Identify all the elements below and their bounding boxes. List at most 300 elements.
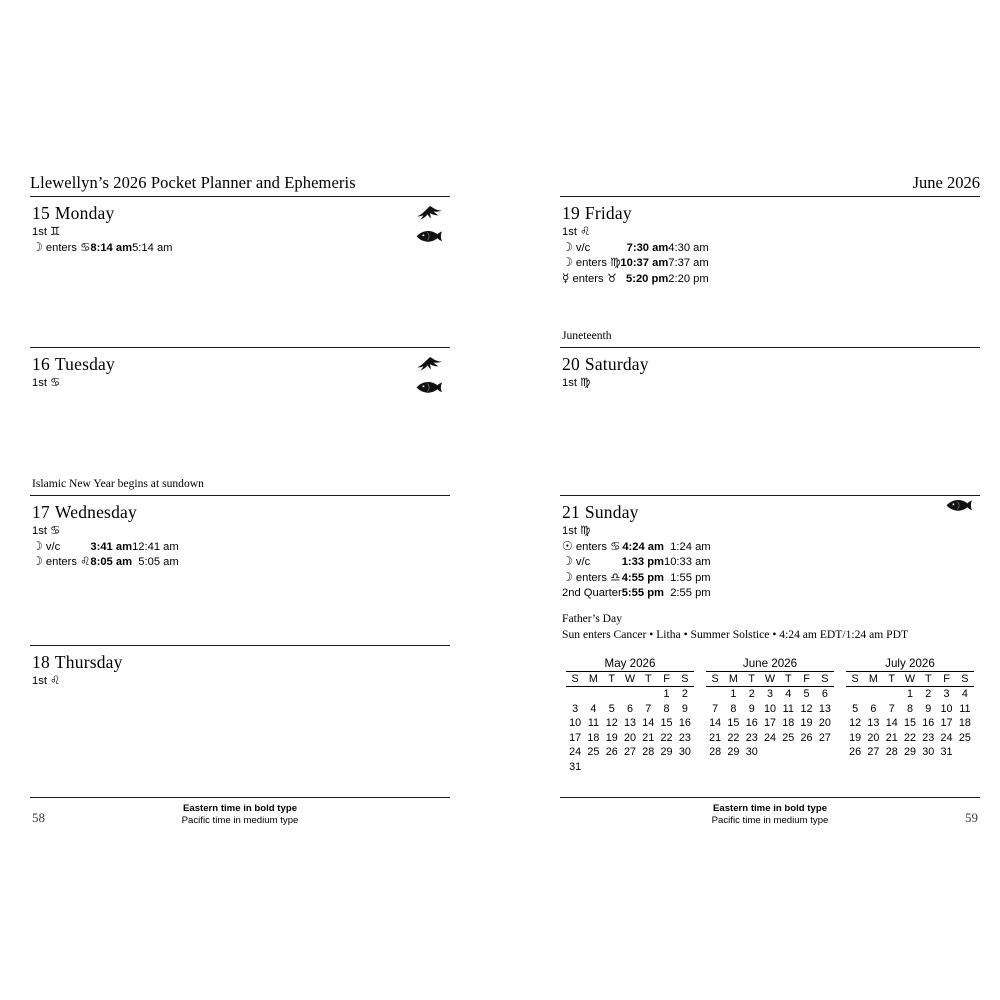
week-row — [846, 745, 974, 760]
events-table-17 — [32, 539, 179, 571]
event-row — [32, 539, 179, 555]
day-cell[interactable]: 23 — [745, 731, 758, 744]
day-cell[interactable]: 20 — [867, 731, 880, 744]
day-cell[interactable]: 31 — [569, 760, 582, 773]
weekday-header: T — [924, 672, 932, 685]
pacific-time: 1:55 pm — [670, 572, 711, 585]
day-cell[interactable]: 1 — [663, 687, 670, 700]
day-cell[interactable]: 14 — [709, 717, 722, 730]
moon-phase-15 — [32, 224, 450, 240]
eastern-time: 8:05 am — [90, 556, 133, 569]
phase-label: 1st — [562, 377, 577, 389]
day-cell[interactable]: 15 — [727, 717, 740, 730]
day-cell[interactable]: 23 — [678, 731, 691, 744]
time-legend-right — [560, 803, 980, 827]
day-block-18[interactable] — [30, 646, 450, 796]
day-weekday: Saturday — [584, 354, 649, 374]
day-cell[interactable] — [584, 686, 602, 701]
zodiac-cancer-icon: ♋ — [50, 375, 61, 389]
day-cell[interactable]: 4 — [590, 702, 597, 715]
mini-calendar-july[interactable] — [846, 657, 974, 775]
moon-icon: ☽ — [562, 554, 573, 569]
left-page — [30, 170, 450, 826]
weekday-header-row — [846, 671, 974, 686]
event-action: enters — [575, 572, 607, 585]
day-cell[interactable]: 13 — [623, 717, 636, 730]
event-row — [562, 539, 711, 555]
week-row — [566, 686, 694, 701]
event-action: v/c — [575, 241, 591, 254]
zodiac-virgo-icon: ♍ — [610, 255, 621, 270]
day-cell[interactable]: 29 — [903, 746, 916, 759]
day-heading-21 — [562, 502, 980, 522]
day-number: 15 — [32, 203, 50, 223]
moon-icon: ☽ — [562, 239, 573, 254]
week-row — [566, 701, 694, 716]
page-number-right: 59 — [965, 810, 978, 825]
day-cell[interactable] — [676, 760, 694, 775]
day-cell[interactable]: 30 — [922, 746, 935, 759]
eastern-time: 4:55 pm — [621, 572, 664, 585]
day-cell[interactable] — [621, 686, 639, 701]
day-cell[interactable]: 21 — [642, 731, 655, 744]
pacific-time: 1:24 am — [670, 540, 711, 553]
weekday-header: T — [888, 672, 895, 685]
moon-phase-19 — [562, 224, 980, 240]
zodiac-cancer-icon: ♋ — [610, 538, 621, 553]
day-cell[interactable]: 13 — [867, 717, 880, 730]
day-cell[interactable]: 19 — [605, 731, 618, 744]
day-cell[interactable]: 11 — [959, 702, 971, 715]
event-label — [562, 586, 622, 601]
day-cell[interactable]: 18 — [958, 717, 971, 730]
moon-phase-20 — [562, 375, 980, 391]
day-cell[interactable]: 14 — [885, 717, 898, 730]
right-page-header — [560, 170, 980, 196]
weekday-header: S — [961, 672, 969, 685]
day-block-17[interactable] — [30, 496, 450, 645]
day-cell[interactable]: 30 — [678, 746, 691, 759]
day-cell[interactable]: 21 — [885, 731, 898, 744]
weekday-header-row — [706, 671, 834, 686]
eastern-time: 1:33 pm — [621, 556, 664, 569]
day-cell[interactable]: 15 — [660, 717, 673, 730]
day-cell[interactable]: 17 — [569, 731, 582, 744]
day-cell[interactable]: 28 — [885, 746, 898, 759]
day-cell[interactable]: 1 — [730, 687, 737, 700]
day-cell[interactable]: 13 — [818, 702, 831, 715]
day-cell[interactable]: 8 — [663, 702, 670, 715]
day-cell[interactable]: 12 — [605, 717, 618, 730]
mini-calendar-grid — [706, 671, 834, 763]
day-cell[interactable] — [724, 760, 742, 763]
weekday-header: S — [851, 672, 859, 685]
day-cell[interactable] — [883, 686, 901, 701]
day-cell[interactable]: 25 — [958, 731, 971, 744]
day-cell[interactable]: 31 — [940, 746, 953, 759]
eastern-time: 8:14 am — [90, 241, 133, 254]
event-label — [562, 554, 622, 570]
day-cell[interactable]: 10 — [940, 702, 953, 715]
eastern-legend: Eastern time in bold type — [712, 803, 828, 814]
day-cell[interactable]: 9 — [681, 702, 688, 715]
zodiac-virgo-icon: ♍ — [580, 375, 591, 389]
eastern-time: 7:30 am — [626, 241, 669, 254]
mercury-icon: ☿ — [562, 271, 570, 286]
day-cell[interactable] — [603, 760, 621, 775]
day-cell[interactable] — [956, 760, 974, 763]
time-legend-left — [30, 803, 450, 827]
day-cell[interactable]: 14 — [642, 717, 655, 730]
day-cell[interactable] — [761, 745, 779, 760]
day-cell[interactable]: 11 — [782, 702, 794, 715]
sun-icon: ☉ — [562, 538, 573, 553]
day-cell[interactable]: 19 — [800, 717, 813, 730]
month-label: June 2026 — [912, 173, 980, 192]
mini-calendar-grid — [566, 671, 694, 775]
day-cell[interactable] — [846, 686, 864, 701]
day-cell[interactable]: 10 — [763, 702, 776, 715]
week-row — [566, 730, 694, 745]
day-cell[interactable] — [779, 745, 797, 760]
day-cell[interactable] — [864, 686, 882, 701]
day-cell[interactable] — [779, 760, 797, 763]
event-row — [32, 240, 173, 256]
day-weekday: Wednesday — [54, 502, 137, 522]
day-cell[interactable]: 17 — [763, 717, 776, 730]
day-cell[interactable]: 8 — [906, 702, 913, 715]
day-cell[interactable]: 23 — [922, 731, 935, 744]
zodiac-taurus-icon: ♉ — [606, 271, 617, 286]
phase-label: 1st — [32, 525, 47, 537]
week-row — [566, 716, 694, 731]
day-cell[interactable]: 2 — [748, 687, 755, 700]
weekday-header: T — [748, 672, 755, 685]
day-cell[interactable]: 7 — [712, 702, 719, 715]
weekday-header: F — [663, 672, 670, 685]
holiday-note: Islamic New Year begins at sundown — [32, 477, 204, 490]
day-weekday: Sunday — [584, 502, 639, 522]
day-cell[interactable]: 16 — [745, 717, 758, 730]
event-row — [32, 554, 179, 570]
day-number: 21 — [562, 502, 580, 522]
day-cell[interactable]: 3 — [572, 702, 579, 715]
day-cell[interactable]: 16 — [922, 717, 935, 730]
week-row — [846, 686, 974, 701]
note-fathers-day: Father’s Day — [562, 611, 622, 625]
week-row — [566, 745, 694, 760]
eastern-time: 3:41 am — [90, 540, 133, 553]
weekday-header: F — [803, 672, 810, 685]
day-cell[interactable]: 28 — [642, 746, 655, 759]
day-cell[interactable] — [956, 745, 974, 760]
day-cell[interactable]: 5 — [608, 702, 615, 715]
event-label — [562, 255, 620, 271]
eastern-time: 5:20 pm — [626, 273, 669, 286]
day-cell[interactable]: 22 — [903, 731, 916, 744]
day-cell[interactable] — [846, 760, 864, 763]
day-cell[interactable]: 19 — [849, 731, 862, 744]
event-row — [562, 271, 709, 287]
day-cell[interactable]: 22 — [727, 731, 740, 744]
day-cell[interactable]: 2 — [925, 687, 932, 700]
mini-calendars — [560, 657, 980, 775]
day-block-21[interactable] — [560, 496, 980, 774]
day-number: 17 — [32, 502, 50, 522]
day-cell[interactable] — [706, 760, 724, 763]
day-cell[interactable]: 7 — [645, 702, 652, 715]
day-cell[interactable] — [816, 760, 834, 763]
week-row — [706, 701, 834, 716]
day-cell[interactable]: 5 — [803, 687, 810, 700]
pacific-time: 10:33 am — [663, 556, 711, 569]
phase-label: 1st — [562, 525, 577, 537]
day-cell[interactable]: 25 — [587, 746, 600, 759]
day-cell[interactable] — [797, 760, 815, 763]
day-cell[interactable] — [566, 686, 584, 701]
season-icons-15 — [410, 203, 450, 244]
weekday-header: T — [784, 672, 792, 685]
day-block-15[interactable] — [30, 197, 450, 347]
day-cell[interactable] — [603, 686, 621, 701]
event-label — [562, 271, 620, 287]
day-cell[interactable] — [816, 745, 834, 760]
day-cell[interactable] — [621, 760, 639, 775]
events-table-19 — [562, 240, 709, 287]
footer-right — [560, 797, 980, 832]
moon-icon: ☽ — [32, 239, 43, 254]
day-cell[interactable]: 24 — [569, 746, 582, 759]
week-row — [706, 760, 834, 763]
day-cell[interactable] — [743, 760, 761, 763]
day-cell[interactable]: 6 — [821, 687, 828, 700]
day-cell[interactable]: 5 — [852, 702, 859, 715]
day-cell[interactable]: 4 — [961, 687, 968, 700]
day-cell[interactable]: 2 — [681, 687, 688, 700]
event-row — [562, 554, 711, 570]
day-heading-18 — [32, 652, 450, 672]
zodiac-cancer-icon: ♋ — [80, 239, 91, 254]
weekday-header: S — [711, 672, 719, 685]
day-cell[interactable]: 8 — [730, 702, 737, 715]
day-number: 16 — [32, 354, 50, 374]
note-solstice: Sun enters Cancer • Litha • Summer Solstice • 4:24 am EDT/1:24 am PDT — [562, 627, 909, 641]
day-cell[interactable]: 20 — [818, 717, 831, 730]
day-cell[interactable]: 12 — [849, 717, 862, 730]
day-cell[interactable]: 7 — [888, 702, 895, 715]
day-cell[interactable] — [657, 760, 675, 775]
moon-icon: ☽ — [32, 538, 43, 553]
weekday-header: S — [821, 672, 829, 685]
day-cell[interactable]: 21 — [709, 731, 722, 744]
moon-phase-17 — [32, 523, 450, 539]
week-row — [706, 730, 834, 745]
day-cell[interactable] — [706, 686, 724, 701]
day-cell[interactable] — [584, 760, 602, 775]
event-action: enters — [572, 273, 604, 286]
moon-icon: ☽ — [32, 554, 43, 569]
moon-phase-21 — [562, 523, 980, 539]
zodiac-cancer-icon: ♋ — [50, 523, 61, 537]
week-row — [846, 730, 974, 745]
day-cell[interactable] — [901, 760, 919, 763]
event-action: enters — [575, 257, 607, 270]
day-cell[interactable]: 3 — [943, 687, 950, 700]
event-label — [32, 539, 90, 555]
day-heading-20 — [562, 354, 980, 374]
day-cell[interactable]: 15 — [903, 717, 916, 730]
day-cell[interactable] — [883, 760, 901, 763]
mini-calendar-title: July 2026 — [885, 656, 935, 670]
eastern-time: 5:55 pm — [621, 586, 664, 599]
event-label — [32, 240, 90, 256]
day-cell[interactable]: 16 — [678, 717, 691, 730]
fish-icon — [416, 380, 444, 395]
day-cell[interactable]: 18 — [587, 731, 600, 744]
week-row — [566, 760, 694, 775]
zodiac-gemini-icon: ♊ — [50, 224, 61, 238]
day-cell[interactable]: 4 — [785, 687, 792, 700]
moon-phase-16 — [32, 375, 450, 391]
day-cell[interactable]: 28 — [709, 746, 722, 759]
weekday-header: W — [764, 672, 776, 685]
day-cell[interactable]: 12 — [800, 702, 813, 715]
day-cell[interactable]: 20 — [623, 731, 636, 744]
event-action: v/c — [575, 556, 591, 569]
week-row — [706, 716, 834, 731]
weekday-header: S — [571, 672, 579, 685]
week-row — [846, 760, 974, 763]
zodiac-leo-icon: ♌ — [580, 224, 591, 238]
day-cell[interactable]: 27 — [623, 746, 636, 759]
day-cell[interactable]: 26 — [849, 746, 862, 759]
event-action: enters — [45, 241, 77, 254]
book-title: Llewellyn’s 2026 Pocket Planner and Ephemeris — [30, 173, 356, 192]
pacific-time: 7:37 am — [668, 257, 709, 270]
day-cell[interactable]: 25 — [782, 731, 795, 744]
weekday-header: W — [624, 672, 636, 685]
eastern-legend: Eastern time in bold type — [182, 803, 298, 814]
event-action: v/c — [45, 540, 61, 553]
week-row — [846, 701, 974, 716]
day-cell[interactable] — [639, 760, 657, 775]
day-cell[interactable]: 27 — [818, 731, 831, 744]
pacific-time: 12:41 am — [132, 540, 179, 553]
weekday-header: F — [943, 672, 950, 685]
mini-calendar-may[interactable] — [566, 657, 694, 775]
day-cell[interactable] — [761, 760, 779, 763]
event-label — [32, 554, 90, 570]
moon-phase-18 — [32, 673, 450, 689]
day-cell[interactable] — [937, 760, 955, 763]
pacific-legend: Pacific time in medium type — [711, 815, 829, 826]
day-cell[interactable]: 29 — [727, 746, 740, 759]
eastern-time: 4:24 am — [622, 540, 664, 553]
day-cell[interactable] — [919, 760, 937, 763]
day-cell[interactable]: 26 — [800, 731, 813, 744]
day-cell[interactable] — [639, 686, 657, 701]
day-cell[interactable]: 6 — [626, 702, 633, 715]
holiday-note: Juneteenth — [562, 329, 612, 342]
day-number: 20 — [562, 354, 580, 374]
day-cell[interactable]: 29 — [660, 746, 673, 759]
day-number: 19 — [562, 203, 580, 223]
holiday-note-wrap-16 — [30, 476, 450, 491]
day-cell[interactable]: 10 — [569, 717, 582, 730]
day-cell[interactable]: 30 — [745, 746, 758, 759]
day-cell[interactable] — [797, 745, 815, 760]
event-row — [562, 240, 709, 256]
day-cell[interactable]: 24 — [940, 731, 953, 744]
weekday-header: M — [868, 672, 878, 685]
day-cell[interactable] — [864, 760, 882, 763]
moon-icon: ☽ — [562, 570, 573, 585]
event-action: enters — [45, 556, 77, 569]
day-number: 18 — [32, 652, 50, 672]
bird-icon — [417, 354, 443, 372]
weekday-header: T — [608, 672, 615, 685]
fish-icon — [946, 498, 974, 513]
weekday-header: M — [588, 672, 598, 685]
page-number-left: 58 — [32, 810, 45, 825]
day-cell[interactable]: 1 — [906, 687, 913, 700]
event-action: 2nd Quarter — [562, 586, 622, 599]
weekday-header: T — [644, 672, 652, 685]
day-cell[interactable]: 6 — [870, 702, 877, 715]
event-row — [562, 570, 711, 586]
day-heading-15 — [32, 203, 450, 223]
zodiac-leo-icon: ♌ — [50, 673, 61, 687]
day-cell[interactable]: 22 — [660, 731, 673, 744]
zodiac-libra-icon: ♎ — [610, 570, 621, 585]
week-row — [706, 745, 834, 760]
phase-label: 1st — [562, 226, 577, 238]
day-cell[interactable]: 24 — [763, 731, 776, 744]
day-cell[interactable]: 26 — [605, 746, 618, 759]
day-block-16[interactable] — [30, 348, 450, 495]
events-table-21 — [562, 539, 711, 601]
right-page — [560, 170, 980, 826]
day-cell[interactable]: 9 — [748, 702, 755, 715]
weekday-header: W — [904, 672, 916, 685]
day-cell[interactable]: 18 — [782, 717, 795, 730]
day-heading-19 — [562, 203, 980, 223]
day-block-19[interactable] — [560, 197, 980, 347]
season-icons-21 — [940, 498, 980, 513]
day-heading-17 — [32, 502, 450, 522]
season-icons-16 — [410, 354, 450, 395]
day-cell[interactable]: 17 — [940, 717, 953, 730]
event-label — [562, 539, 622, 555]
phase-label: 1st — [32, 377, 47, 389]
pacific-time: 4:30 am — [668, 241, 709, 254]
day-cell[interactable]: 27 — [867, 746, 880, 759]
day-cell[interactable]: 3 — [766, 687, 773, 700]
mini-calendar-june[interactable] — [706, 657, 834, 775]
day-weekday: Tuesday — [54, 354, 115, 374]
pacific-time: 2:20 pm — [668, 273, 709, 286]
event-label — [562, 570, 622, 586]
day-cell[interactable]: 9 — [925, 702, 932, 715]
fish-icon — [416, 229, 444, 244]
day-weekday: Friday — [584, 203, 632, 223]
zodiac-leo-icon: ♌ — [80, 554, 91, 569]
event-row — [562, 255, 709, 271]
event-row — [562, 586, 711, 601]
day-cell[interactable]: 11 — [587, 717, 600, 730]
day-block-20[interactable] — [560, 348, 980, 495]
weekday-header: S — [681, 672, 689, 685]
